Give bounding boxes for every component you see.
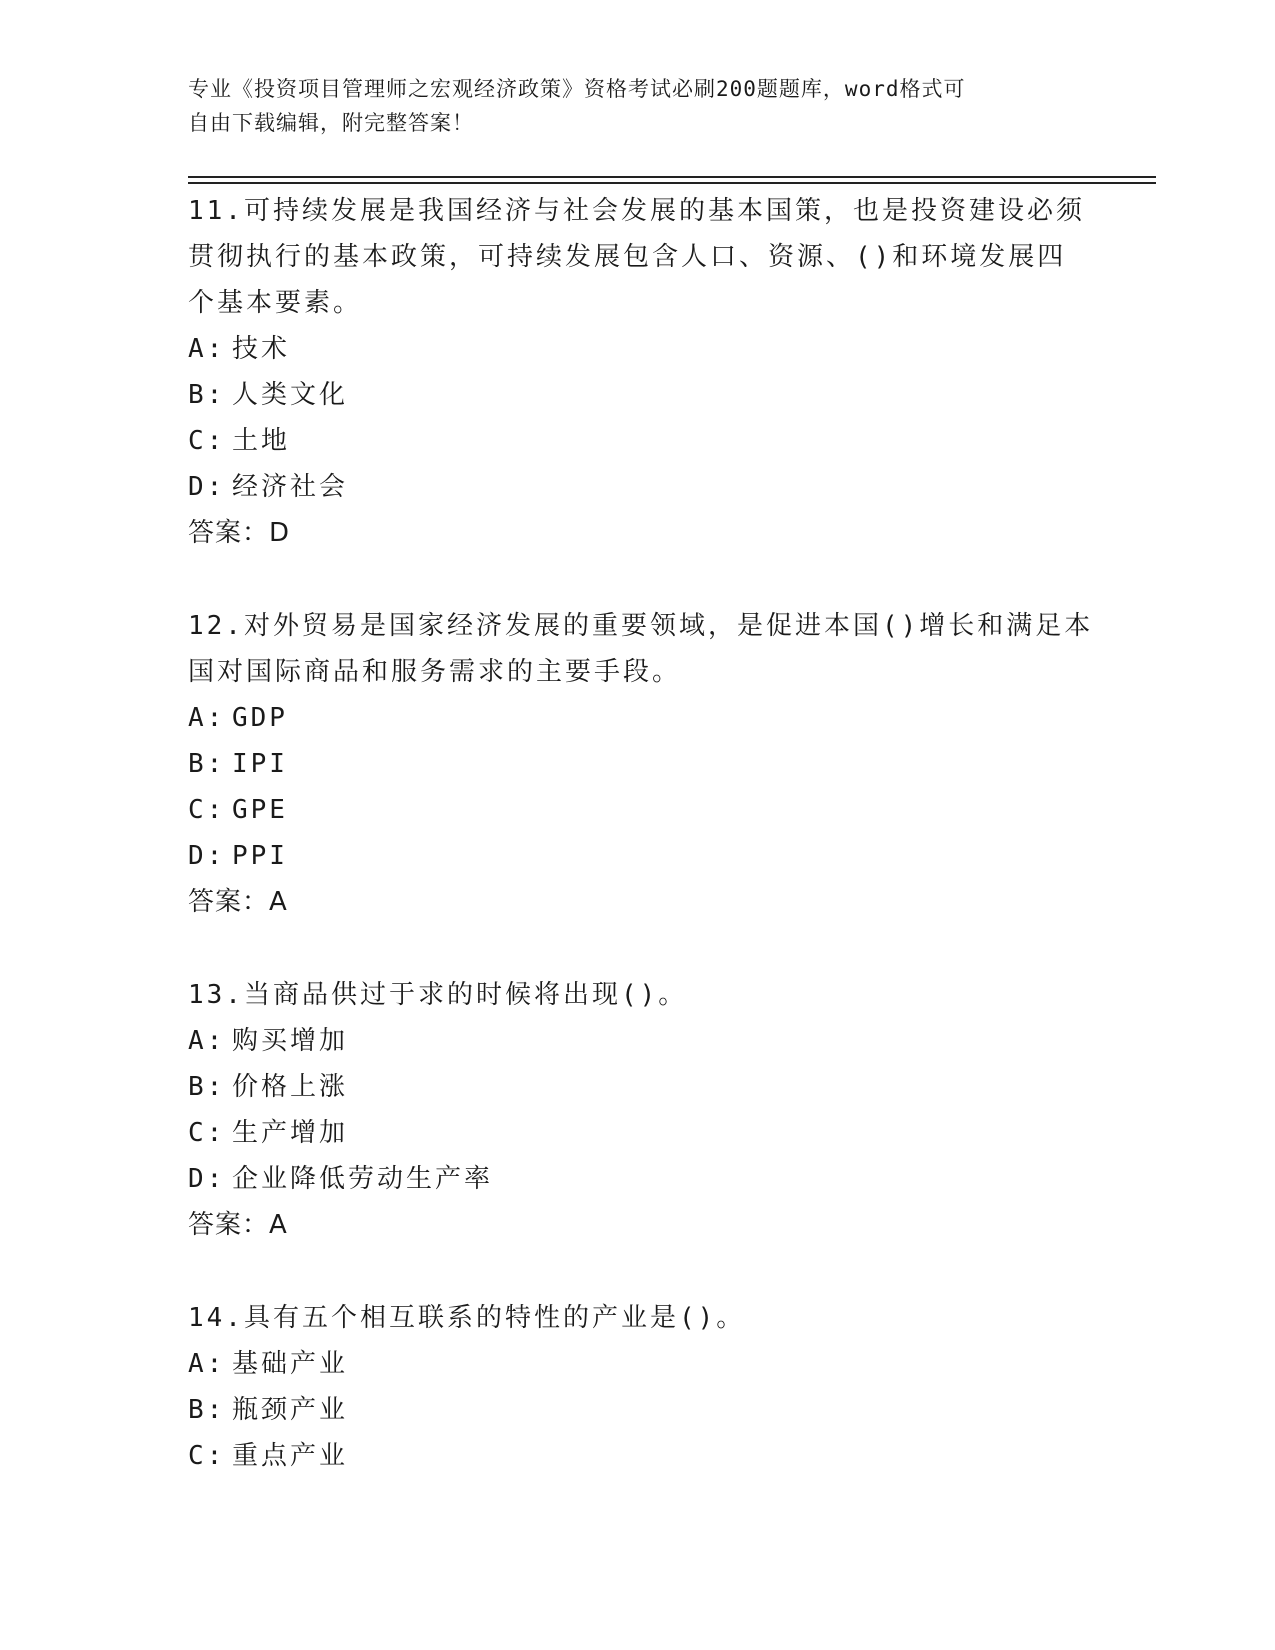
- option-key: B:: [188, 749, 226, 779]
- option-d: [188, 1156, 1088, 1202]
- answer-line: 答案：D: [188, 518, 291, 548]
- option-a: [188, 695, 1088, 741]
- option-key: B:: [188, 1072, 226, 1102]
- option-c: [188, 418, 1088, 464]
- option-key: C:: [188, 426, 226, 456]
- question-13: [188, 972, 1088, 1248]
- option-a: [188, 1341, 1088, 1387]
- question-stem: [188, 188, 1088, 326]
- option-key: D:: [188, 1164, 226, 1194]
- option-text: 基础产业: [232, 1349, 349, 1379]
- option-text: 经济社会: [232, 472, 349, 502]
- question-12: [188, 603, 1094, 925]
- option-text: 土地: [232, 426, 291, 456]
- option-b: [188, 741, 1088, 787]
- option-d: [188, 464, 1088, 510]
- option-a: [188, 326, 1088, 372]
- option-text: 人类文化: [232, 380, 349, 410]
- option-c: [188, 1433, 1088, 1479]
- option-text: 瓶颈产业: [232, 1395, 349, 1425]
- option-key: B:: [188, 1395, 226, 1425]
- question-11: [188, 188, 1088, 556]
- question-14: [188, 1295, 1088, 1479]
- question-stem: [188, 603, 1094, 695]
- option-b: [188, 1064, 1088, 1110]
- option-c: [188, 1110, 1088, 1156]
- option-key: B:: [188, 380, 226, 410]
- option-text: 购买增加: [232, 1026, 349, 1056]
- option-a: [188, 1018, 1088, 1064]
- option-d: [188, 833, 1088, 879]
- option-text: 价格上涨: [232, 1072, 349, 1102]
- header-line-2: 自由下载编辑，附完整答案！: [188, 111, 474, 135]
- option-b: [188, 372, 1088, 418]
- option-text: GDP: [232, 703, 288, 733]
- question-stem: [188, 972, 1088, 1018]
- option-text: PPI: [232, 841, 288, 871]
- answer-line: 答案：A: [188, 1210, 288, 1240]
- option-key: A:: [188, 1026, 226, 1056]
- header-divider-bottom: [188, 182, 1156, 184]
- option-b: [188, 1387, 1088, 1433]
- answer-line: 答案：A: [188, 887, 288, 917]
- question-stem: [188, 1295, 1088, 1341]
- stem-line: 11.可持续发展是我国经济与社会发展的基本国策，也是投资建设必须: [188, 196, 1085, 226]
- option-key: D:: [188, 841, 226, 871]
- stem-line: 贯彻执行的基本政策，可持续发展包含人口、资源、()和环境发展四: [188, 242, 1067, 272]
- option-c: [188, 787, 1088, 833]
- option-key: A:: [188, 334, 226, 364]
- option-text: 生产增加: [232, 1118, 349, 1148]
- option-text: 重点产业: [232, 1441, 349, 1471]
- option-text: 企业降低劳动生产率: [232, 1164, 494, 1194]
- option-text: GPE: [232, 795, 288, 825]
- option-key: C:: [188, 1441, 226, 1471]
- option-text: IPI: [232, 749, 288, 779]
- question-list: [188, 188, 1094, 1526]
- stem-line: 13.当商品供过于求的时候将出现()。: [188, 980, 688, 1010]
- option-key: C:: [188, 795, 226, 825]
- stem-line: 个基本要素。: [188, 288, 363, 318]
- document-header: [188, 72, 1088, 140]
- stem-line: 12.对外贸易是国家经济发展的重要领域，是促进本国()增长和满足本: [188, 611, 1094, 641]
- option-text: 技术: [232, 334, 291, 364]
- option-key: D:: [188, 472, 226, 502]
- option-key: A:: [188, 1349, 226, 1379]
- stem-line: 国对国际商品和服务需求的主要手段。: [188, 657, 682, 687]
- stem-line: 14.具有五个相互联系的特性的产业是()。: [188, 1303, 746, 1333]
- option-key: A:: [188, 703, 226, 733]
- header-line-1: 专业《投资项目管理师之宏观经济政策》资格考试必刷200题题库，word格式可: [188, 77, 966, 101]
- header-divider-top: [188, 176, 1156, 178]
- option-key: C:: [188, 1118, 226, 1148]
